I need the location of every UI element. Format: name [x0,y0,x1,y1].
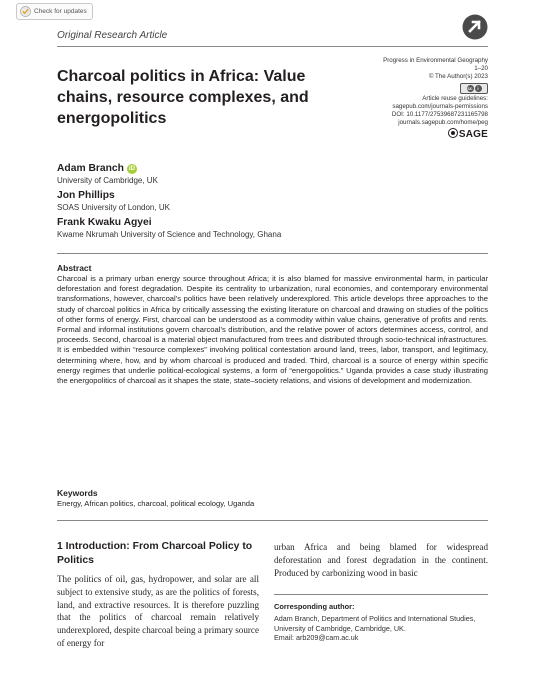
section-heading: 1 Introduction: From Charcoal Policy to Politics [57,541,253,566]
journal-home-link[interactable]: journals.sagepub.com/home/peg [398,119,488,127]
sage-mark-icon [448,128,458,138]
copyright: © The Author(s) 2023 [428,73,488,81]
header-divider [57,46,488,47]
abstract-text: Charcoal is a primary urban energy source throughout Africa; it is also blamed for massive environmental harm, in particular deforestation and forest degradation. Despite its centrality to urbanization, rural economies, and contemporary environmental transformations, however, charcoal’s politics have been relatively underexplored. This article develops three approaches to the study of charcoal politics in Africa by critically assessing the existing literature on charcoal and drawing on studies of the politics of other forms of energy. First, charcoal can be understood as a commodity within value chains, generative of profits and rents. Formal and informal institutions govern charcoal’s distribution, and the relative power of actors determines access, control, and proceeds. Second, charcoal is a material object manufactured from trees and distributed through socio-technical infrastructures. It is embedded within “resource complexes” involving political contestation around land, trees, labor, transport, and legitimacy, determining where, how, and by whom charcoal is produced and traded. Third, charcoal is a source of energy within specific energy regimes that underlie political-ecological systems, a form of “energopolitics.” Uganda provides a case study illustrating the energopolitics of charcoal as it shapes the state, state–society relations, and visions of development and modernization. [57,274,488,386]
corresponding-author-details [274,614,488,643]
journal-metadata [318,57,488,140]
keywords-heading: Keywords [57,488,98,498]
check-for-updates-badge[interactable] [16,3,93,20]
permissions-link[interactable]: sagepub.com/journals-permissions [392,102,488,110]
author-name: Jon Phillips [57,190,115,201]
author-affiliation: Kwame Nkrumah University of Science and Technology, Ghana [57,230,282,239]
author-affiliation: SOAS University of London, UK [57,203,170,212]
article-type: Original Research Article [57,30,168,41]
page-range: 1–20 [474,65,488,73]
check-updates-label: Check for updates [34,8,87,15]
author-affiliation: University of Cambridge, UK [57,176,158,185]
creative-commons-license-icon[interactable]: cc i [460,83,488,94]
corresponding-author-address: Adam Branch, Department of Politics and International Studies, University of Cambridge, Cambridge, UK. [274,614,476,633]
publisher-arrow-logo-icon [462,14,488,40]
journal-name: Progress in Environmental Geography [383,57,488,64]
abstract-divider [57,253,488,254]
footnote-divider [274,594,488,595]
abstract-heading: Abstract [57,263,92,273]
keywords-divider [57,520,488,521]
check-updates-icon [20,6,31,17]
author-name: Adam Branch iD [57,163,135,174]
doi[interactable]: DOI: 10.1177/27539687231165798 [391,111,488,119]
keywords-text: Energy, African politics, charcoal, political ecology, Uganda [57,499,255,508]
author-list [57,162,477,243]
body-text-right-column: urban Africa and being blamed for widespread deforestation and forest degradation in the continent. Produced by carbonizing wood in basic [274,542,488,578]
sage-logo: SAGE [318,128,488,139]
corresponding-author-email[interactable]: Email: arb209@cam.ac.uk [274,633,359,643]
article-title: Charcoal politics in Africa: Value chains, resource complexes, and energopolitics [57,68,309,127]
reuse-guidelines-label: Article reuse guidelines: [422,94,488,102]
orcid-icon[interactable]: iD [128,166,135,172]
body-text-left-column: The politics of oil, gas, hydropower, and solar are all subject to extensive study, as are the politics of forests, land, and extractive resources. It is therefore puzzling that the politics of charcoal remain relatively underexplored, despite charcoal being a primary source of energy for [57,574,259,648]
author-name: Frank Kwaku Agyei [57,217,152,228]
corresponding-author-heading: Corresponding author: [274,602,355,611]
